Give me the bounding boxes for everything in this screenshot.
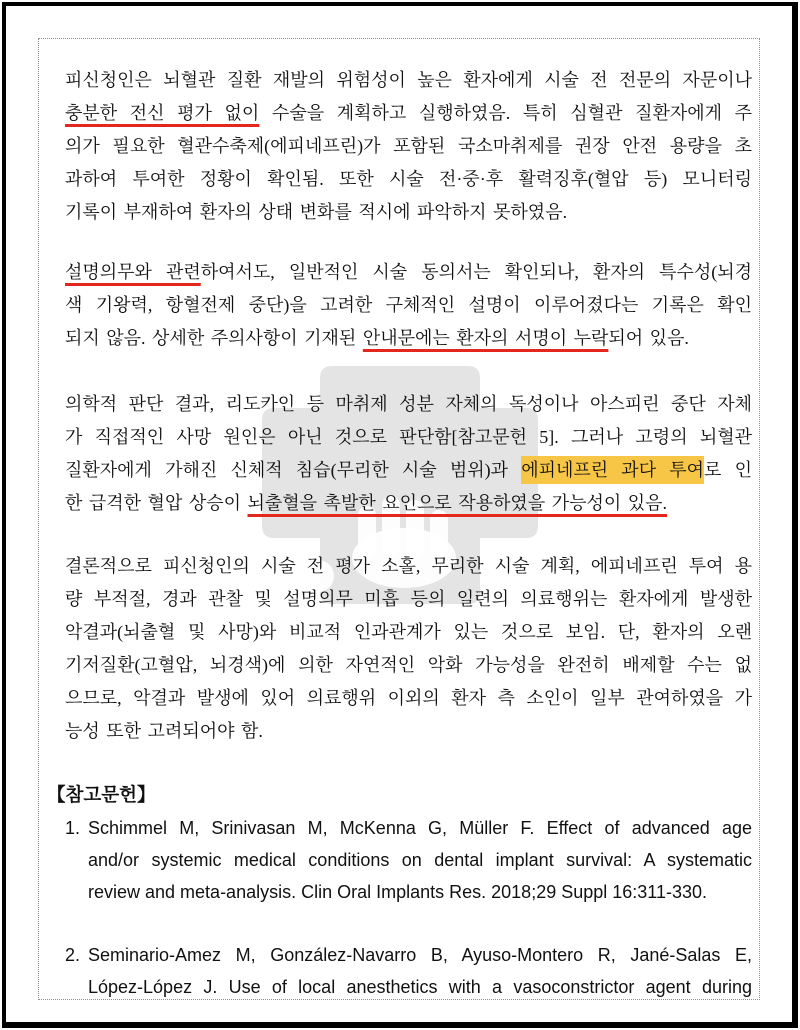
reference-line: and/or systemic medical conditions on dental implant survival: A systematic bbox=[88, 850, 752, 870]
text-line bbox=[65, 487, 752, 520]
line-text: 되지 않음. 상세한 주의사항이 기재된 bbox=[65, 328, 363, 348]
reference-number: 1. bbox=[65, 818, 81, 838]
underlined-phrase: 뇌출혈을 촉발한 요인으로 작용하였을 가능성이 있음. bbox=[247, 493, 668, 513]
text-line bbox=[65, 322, 752, 355]
text-line bbox=[65, 256, 752, 289]
underlined-phrase: 안내문에는 환자의 서명이 누락 bbox=[362, 328, 609, 348]
text-line: 가 직접적인 사망 원인은 아닌 것으로 판단함[참고문헌 5]. 그러나 고령의 뇌혈관 bbox=[65, 427, 752, 447]
line-text: 한 급격한 혈압 상승이 bbox=[65, 493, 248, 513]
reference-item-2 bbox=[65, 939, 752, 1003]
line-text: 하여서도, 일반적인 시술 동의서는 확인되나, 환자의 특수성(뇌경 bbox=[200, 262, 752, 282]
reference-line: Seminario-Amez M, González-Navarro B, Ayuso-Montero R, Jané-Salas E, bbox=[88, 945, 752, 965]
text-line: 색 기왕력, 항혈전제 중단)을 고려한 구체적인 설명이 이루어졌다는 기록은 확인 bbox=[65, 295, 752, 315]
text-line: 악결과(뇌출혈 및 사망)와 비교적 인과관계가 있는 것으로 보임. 단, 환자의 오랜 bbox=[65, 622, 752, 642]
text-line: 피신청인은 뇌혈관 질환 재발의 위험성이 높은 환자에게 시술 전 전문의 자문이나 bbox=[65, 70, 752, 90]
text-line: 기저질환(고혈압, 뇌경색)에 의한 자연적인 악화 가능성을 완전히 배제할 수는 없 bbox=[65, 655, 752, 675]
highlighted-phrase: 에피네프린 과다 투여 bbox=[521, 456, 704, 484]
text-line: 능성 또한 고려되어야 함. bbox=[65, 721, 263, 741]
references-heading: 【참고문헌】 bbox=[47, 786, 156, 806]
paragraph-1 bbox=[65, 64, 752, 229]
reference-item-1 bbox=[65, 812, 752, 908]
text-line: 기록이 부재하여 환자의 상태 변화를 적시에 파악하지 못하였음. bbox=[65, 202, 568, 222]
line-text: 되어 있음. bbox=[608, 328, 689, 348]
reference-text bbox=[88, 939, 752, 1003]
text-line: 으므로, 악결과 발생에 있어 의료행위 이외의 환자 측 소인이 일부 관여하였을 가 bbox=[65, 688, 752, 708]
reference-text bbox=[88, 812, 752, 908]
underlined-phrase: 설명의무와 관련 bbox=[65, 262, 201, 282]
line-text: 수술을 계획하고 실행하였음. 특히 심혈관 질환자에게 주 bbox=[259, 103, 753, 123]
text-line: 의학적 판단 결과, 리도카인 등 마취제 성분 자체의 독성이나 아스피린 중단 자체 bbox=[65, 394, 752, 414]
text-line bbox=[65, 454, 752, 487]
text-line: 과하여 투여한 정황이 확인됨. 또한 시술 전·중·후 활력징후(혈압 등) 모니터링 bbox=[65, 169, 752, 189]
paragraph-2 bbox=[65, 256, 752, 355]
text-line bbox=[65, 97, 752, 130]
reference-line: Schimmel M, Srinivasan M, McKenna G, Müller F. Effect of advanced age bbox=[88, 818, 752, 838]
reference-line: review and meta-analysis. Clin Oral Implants Res. 2018;29 Suppl 16:311-330. bbox=[88, 882, 707, 902]
line-text: 질환자에게 가해진 신체적 침습(무리한 시술 범위)과 bbox=[65, 460, 522, 480]
text-line: 량 부적절, 경과 관찰 및 설명의무 미흡 등의 일련의 의료행위는 환자에게 발생한 bbox=[65, 589, 752, 609]
reference-number: 2. bbox=[65, 945, 81, 965]
line-text: 로 인 bbox=[704, 460, 752, 480]
text-line: 결론적으로 피신청인의 시술 전 평가 소홀, 무리한 시술 계획, 에피네프린 투여 용 bbox=[65, 556, 752, 576]
underlined-phrase: 충분한 전신 평가 없이 bbox=[65, 103, 260, 123]
text-line: 의가 필요한 혈관수축제(에피네프린)가 포함된 국소마취제를 권장 안전 용량을 초 bbox=[65, 136, 752, 156]
paragraph-4 bbox=[65, 550, 752, 748]
reference-line: López-López J. Use of local anesthetics with a vasoconstrictor agent during bbox=[88, 977, 752, 997]
paragraph-3 bbox=[65, 388, 752, 520]
